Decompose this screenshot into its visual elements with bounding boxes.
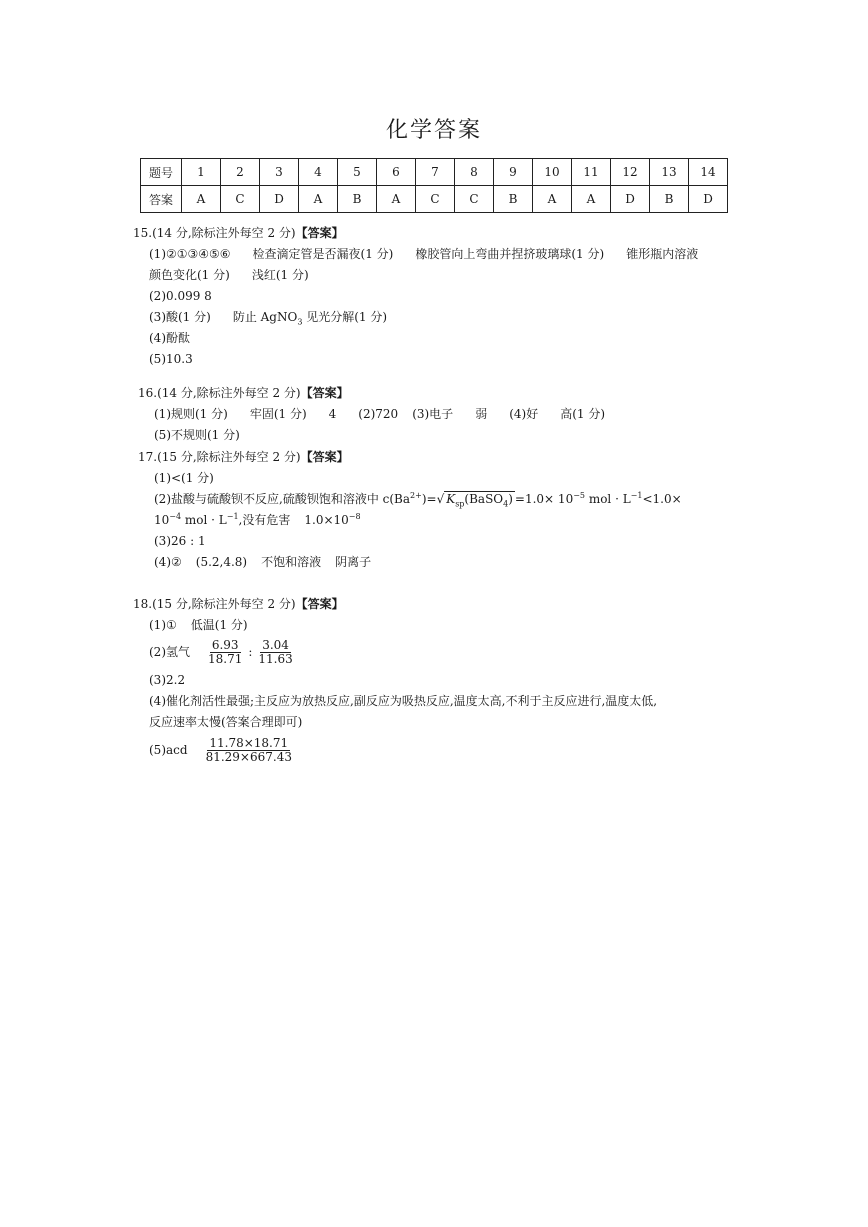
q16-heading: 16.(14 分,除标注外每空 2 分) xyxy=(138,386,301,400)
q16-part2: (2)720 xyxy=(358,407,399,421)
q18-part4-line1: (4)催化剂活性最强;主反应为放热反应,副反应为吸热反应,温度太高,不利于主反应进行,温度太低, xyxy=(149,694,658,708)
answer-cell: B xyxy=(494,186,533,213)
q15-part5: (5)10.3 xyxy=(149,352,193,366)
q15-part4: (4)酚酞 xyxy=(149,331,190,345)
question-number-cell: 3 xyxy=(260,159,299,186)
answer-cell: A xyxy=(182,186,221,213)
q15-heading: 15.(14 分,除标注外每空 2 分) xyxy=(133,226,296,240)
answer-cell: B xyxy=(650,186,689,213)
q16-answer-tag: 【答案】 xyxy=(300,386,349,400)
question-number-cell: 1 xyxy=(182,159,221,186)
q18-part5: (5)acd $\frac{11.78\times 18.71}{81.29\times 667.43}$ xyxy=(149,735,292,764)
question-number-cell: 13 xyxy=(650,159,689,186)
q16-part1-b: 牢固(1 分) xyxy=(249,407,307,421)
q15-part1-order: (1)②①③④⑤⑥ xyxy=(149,247,231,261)
q18-heading: 18.(15 分,除标注外每空 2 分) xyxy=(133,597,296,611)
fraction-2: $\frac{3.04}{11.63}$ xyxy=(258,637,293,666)
q17-part5-c: 阴离子 xyxy=(335,555,372,569)
question-number-cell: 10 xyxy=(533,159,572,186)
question-number-cell: 4 xyxy=(299,159,338,186)
q15-part3-reason: 防止 AgNO$_3$ 见光分解(1 分) xyxy=(232,310,388,327)
fraction-1: $\frac{6.93}{18.71}$ xyxy=(208,637,243,666)
question-number-cell: 2 xyxy=(221,159,260,186)
q16-part1-c: 4 xyxy=(328,407,337,421)
q15-part1-endpoint: 浅红(1 分) xyxy=(251,268,309,282)
question-number-cell: 7 xyxy=(416,159,455,186)
question-number-cell: 6 xyxy=(377,159,416,186)
answer-cell: D xyxy=(611,186,650,213)
q16-part3-b: 弱 xyxy=(475,407,488,421)
q18-part1-b: 低温(1 分) xyxy=(190,618,248,632)
answer-cell: A xyxy=(377,186,416,213)
q18-block xyxy=(133,594,657,767)
q17-part2-line2: $10^{-4}$ mol · $L^{-1}$,没有危害 $1.0\times 10^{-8}$ xyxy=(154,512,361,527)
question-number-row xyxy=(141,159,728,186)
question-number-cell: 11 xyxy=(572,159,611,186)
q17-part5-b: 不饱和溶液 xyxy=(261,555,322,569)
sqrt-expression: √ $K_{sp}(BaSO_4)$ xyxy=(436,492,513,509)
answer-cell: A xyxy=(533,186,572,213)
q18-part3: (3)2.2 xyxy=(149,673,186,687)
answer-cell: D xyxy=(689,186,728,213)
q17-answer-tag: 【答案】 xyxy=(300,450,349,464)
q16-part4-a: (4)好 xyxy=(509,407,539,421)
question-number-cell: 14 xyxy=(689,159,728,186)
answer-cell: C xyxy=(221,186,260,213)
answer-cell: A xyxy=(299,186,338,213)
q16-part4-b: 高(1 分) xyxy=(560,407,606,421)
q15-part1-color: 颜色变化(1 分) xyxy=(149,268,230,282)
answer-cell: C xyxy=(455,186,494,213)
q17-part5-a: (5.2,4.8) xyxy=(195,555,248,569)
answer-cell: B xyxy=(338,186,377,213)
q16-part5: (5)不规则(1 分) xyxy=(154,428,240,442)
question-number-cell: 8 xyxy=(455,159,494,186)
row-header-number: 题号 xyxy=(141,159,182,186)
row-header-answer: 答案 xyxy=(141,186,182,213)
q17-block xyxy=(138,447,682,573)
page-title: 化学答案 xyxy=(385,118,482,143)
q17-part4: (4)② xyxy=(154,555,182,569)
answer-cell: D xyxy=(260,186,299,213)
answer-row xyxy=(141,186,728,213)
question-number-cell: 5 xyxy=(338,159,377,186)
q18-answer-tag: 【答案】 xyxy=(295,597,344,611)
answer-cell: A xyxy=(572,186,611,213)
q18-part1-a: (1)① xyxy=(149,618,177,632)
q18-part2: (2)氢气 $\frac{6.93}{18.71}$ : $\frac{3.04}{11.63}$ xyxy=(149,637,293,666)
question-number-cell: 12 xyxy=(611,159,650,186)
q16-part3-a: (3)电子 xyxy=(412,407,454,421)
question-number-cell: 9 xyxy=(494,159,533,186)
q15-part2: (2)0.099 8 xyxy=(149,289,212,303)
q16-block xyxy=(138,383,605,446)
q18-part4-line2: 反应速率太慢(答案合理即可) xyxy=(149,715,303,729)
q15-part3-acid: (3)酸(1 分) xyxy=(149,310,211,324)
answer-table xyxy=(140,158,728,213)
q16-part1-a: (1)规则(1 分) xyxy=(154,407,228,421)
fraction-3: $\frac{11.78\times 18.71}{81.29\times 667.43}$ xyxy=(205,735,292,764)
q17-heading: 17.(15 分,除标注外每空 2 分) xyxy=(138,450,301,464)
q15-part1-check: 检查滴定管是否漏夜(1 分) xyxy=(252,247,394,261)
answer-cell: C xyxy=(416,186,455,213)
q15-answer-tag: 【答案】 xyxy=(295,226,344,240)
q17-part3: (3)26 : 1 xyxy=(154,534,206,548)
q15-block xyxy=(133,223,698,370)
q15-part1-observe: 锥形瓶内溶液 xyxy=(626,247,699,261)
q17-part1: (1)<(1 分) xyxy=(154,471,214,485)
q17-part2-line1: (2)盐酸与硫酸钡不反应,硫酸钡饱和溶液中 $c(Ba^{2+})=√$ $K_{sp}(BaSO_4) =1.0\times 10^{-5}$ mol · $L^{-1}<1.0\times$ xyxy=(154,491,682,509)
q15-part1-method: 橡胶管向上弯曲并捏挤玻璃球(1 分) xyxy=(415,247,605,261)
